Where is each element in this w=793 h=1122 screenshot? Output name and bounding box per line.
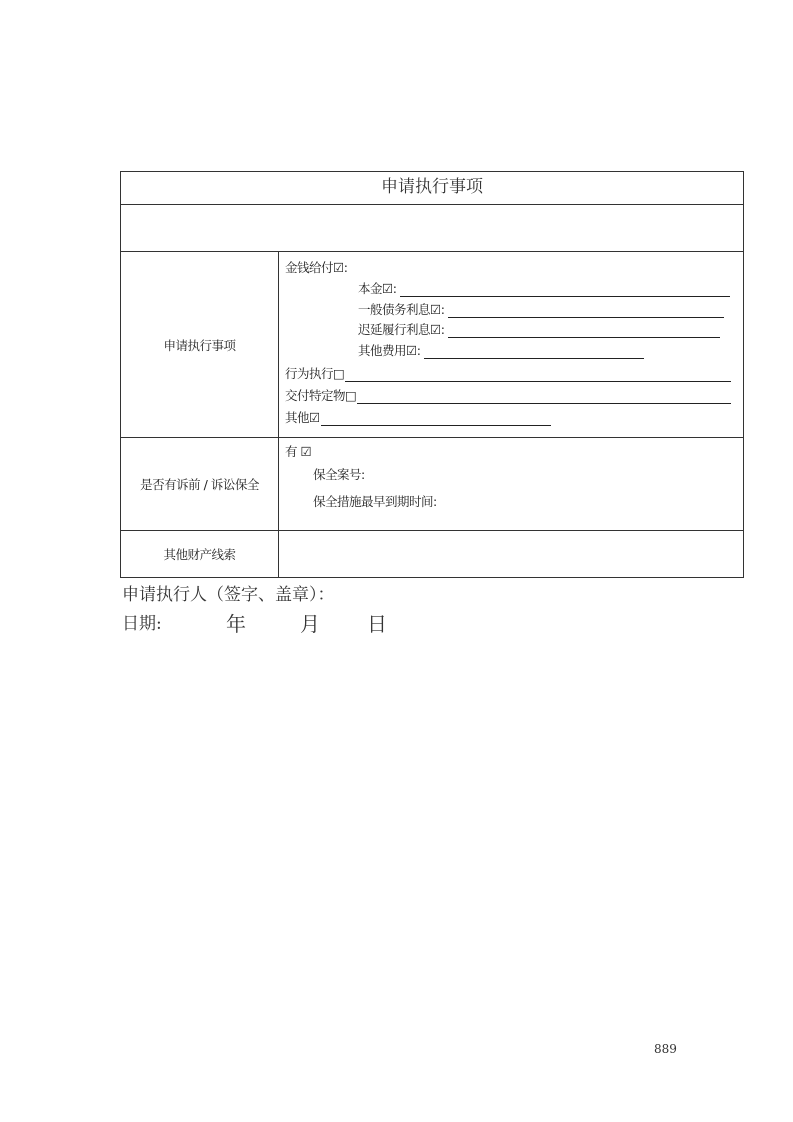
principal-label: 本金☑: bbox=[358, 281, 397, 296]
page-number: 889 bbox=[654, 1042, 677, 1056]
items-content bbox=[279, 252, 743, 437]
act-performance-field[interactable] bbox=[345, 367, 731, 382]
deliver-item-label: 交付特定物□ bbox=[285, 388, 357, 403]
other-label: 其他☑ bbox=[285, 410, 320, 425]
other-field[interactable] bbox=[321, 411, 551, 426]
delay-interest-field[interactable] bbox=[448, 323, 720, 338]
preservation-label: 是否有诉前 / 诉讼保全 bbox=[121, 438, 279, 530]
deliver-item-line[interactable] bbox=[285, 386, 731, 404]
delay-interest-label: 迟延履行利息☑: bbox=[358, 322, 445, 337]
property-label: 其他财产线索 bbox=[121, 530, 279, 577]
applicant-signature: 申请执行人（签字、盖章）： bbox=[122, 585, 335, 605]
general-interest-label: 一般债务利息☑: bbox=[358, 302, 445, 317]
blank-row[interactable] bbox=[121, 204, 743, 252]
month-label: 月 bbox=[300, 612, 320, 636]
items-label: 申请执行事项 bbox=[121, 252, 279, 437]
money-payment-label: 金钱给付☑: bbox=[285, 260, 348, 275]
general-interest-line[interactable] bbox=[358, 300, 724, 318]
other-line[interactable] bbox=[285, 408, 551, 426]
other-fees-field[interactable] bbox=[424, 344, 644, 359]
application-form bbox=[120, 171, 744, 578]
principal-line[interactable] bbox=[358, 279, 730, 297]
has-preservation-label: 有 ☑ bbox=[285, 444, 312, 459]
preservation-content bbox=[279, 438, 743, 530]
form-title: 申请执行事项 bbox=[121, 172, 743, 205]
money-payment-line[interactable] bbox=[285, 258, 347, 276]
deliver-item-field[interactable] bbox=[357, 389, 731, 404]
earliest-expiry-line[interactable] bbox=[313, 492, 437, 510]
act-performance-line[interactable] bbox=[285, 364, 731, 382]
year-label: 年 bbox=[226, 612, 246, 636]
act-performance-label: 行为执行□ bbox=[285, 366, 345, 381]
has-preservation-line[interactable] bbox=[285, 442, 311, 460]
general-interest-field[interactable] bbox=[448, 303, 724, 318]
date-line bbox=[122, 609, 387, 636]
case-no-line[interactable] bbox=[313, 465, 365, 483]
date-label: 日期: bbox=[122, 614, 162, 634]
property-content[interactable] bbox=[279, 530, 743, 577]
other-fees-line[interactable] bbox=[358, 341, 644, 359]
earliest-expiry-label: 保全措施最早到期时间: bbox=[313, 494, 437, 509]
other-fees-label: 其他费用☑: bbox=[358, 343, 421, 358]
principal-field[interactable] bbox=[400, 282, 730, 297]
preservation-section bbox=[121, 438, 743, 531]
case-no-label: 保全案号: bbox=[313, 467, 365, 482]
items-section bbox=[121, 252, 743, 438]
property-section bbox=[121, 530, 743, 577]
delay-interest-line[interactable] bbox=[358, 320, 720, 338]
day-label: 日 bbox=[367, 612, 387, 636]
